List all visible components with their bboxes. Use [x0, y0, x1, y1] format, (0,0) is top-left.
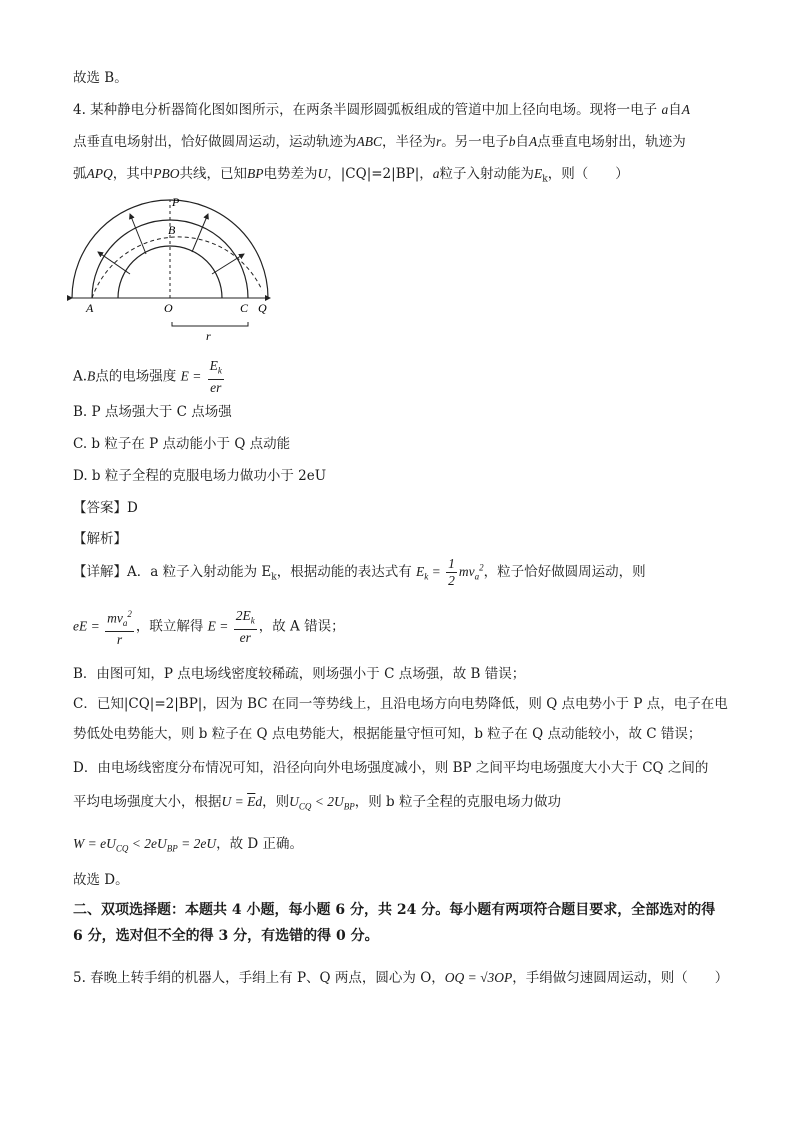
label-Q: Q — [258, 301, 267, 315]
label-P: P — [172, 195, 180, 209]
detail-d-2: 平均电场强度大小，根据$U = \overline{E}d$，则$U_{CQ} < 2U_{BP}$，则 b 粒子全程的克服电场力做功 — [73, 794, 561, 812]
question-4-line-3: 弧APQ，其中PBO共线，已知BP电势差为U，|CQ|=2|BP|，a粒子入射动能为$E_k$，则（ ） — [73, 166, 629, 185]
section-2-heading: 二、双项选择题：本题共 4 小题，每小题 6 分，共 24 分。每小题有两项符合题目要求，全部选对的得 6 分，选对但不全的得 3 分，有选错的得 0 分。 — [73, 902, 716, 944]
question-4-line-1: 4. 某种静电分析器简化图如图所示，在两条半圆形圆弧板组成的管道中加上径向电场。现将一电子 a自A — [73, 102, 690, 118]
detail-line-2: eE = $\frac{mv_a^2}{r}$ ，联立解得 E = $\frac{2E_k}{er}$ ，故 A 错误； — [73, 606, 345, 648]
label-O: O — [164, 301, 173, 315]
option-a: A.B点的电场强度 E = $\frac{E_k}{er}$ — [73, 358, 222, 395]
label-r: r — [206, 329, 211, 343]
detail-b: B．由图可知，P 点电场线密度较稀疏，则场强小于 C 点场强，故 B 错误； — [73, 666, 526, 682]
question-4-line-2: 点垂直电场射出，恰好做圆周运动，运动轨迹为ABC，半径为r。另一电子b自A点垂直电场射出，轨迹为 — [73, 134, 686, 150]
choose-d: 故选 D。 — [73, 872, 129, 888]
answer-label: 【答案】D — [73, 500, 138, 516]
label-B: B — [168, 223, 176, 237]
question-5: 5. 春晚上转手绢的机器人，手绢上有 P、Q 两点，圆心为 O，OQ = √3OP，手绢做匀速圆周运动，则（ ） — [73, 970, 729, 986]
prev-answer-line: 故选 B。 — [73, 70, 128, 86]
detail-d-1: D．由电场线密度分布情况可知，沿径向向外电场强度减小，则 BP 之间平均电场强度大小大于 CQ 之间的 — [73, 760, 709, 776]
label-A: A — [86, 301, 94, 315]
detail-c-1: C．已知|CQ|=2|BP|，因为 BC 在同一等势线上，且沿电场方向电势降低，则 Q 点电势小于 P 点，电子在电 — [73, 696, 728, 712]
electrostatic-analyzer-figure — [60, 192, 290, 352]
detail-c-2: 势低处电势能大，则 b 粒子在 Q 点电势能大，根据能量守恒可知，b 粒子在 Q 点动能较小，故 C 错误； — [73, 726, 702, 742]
detail-d-3: $W = eU_{CQ} < 2eU_{BP} = 2eU$，故 D 正确。 — [73, 836, 303, 854]
analysis-label: 【解析】 — [73, 531, 127, 547]
option-b: B. P 点场强大于 C 点场强 — [73, 404, 232, 420]
detail-line-1: 【详解】A．a 粒子入射动能为 $E_k$，根据动能的表达式有 $E_k$ = $\frac{1}{2}$ $mv_a^2$，粒子恰好做圆周运动，则 — [73, 556, 646, 588]
option-d: D. b 粒子全程的克服电场力做功小于 2eU — [73, 468, 327, 484]
label-C: C — [240, 301, 249, 315]
option-c: C. b 粒子在 P 点动能小于 Q 点动能 — [73, 436, 291, 452]
